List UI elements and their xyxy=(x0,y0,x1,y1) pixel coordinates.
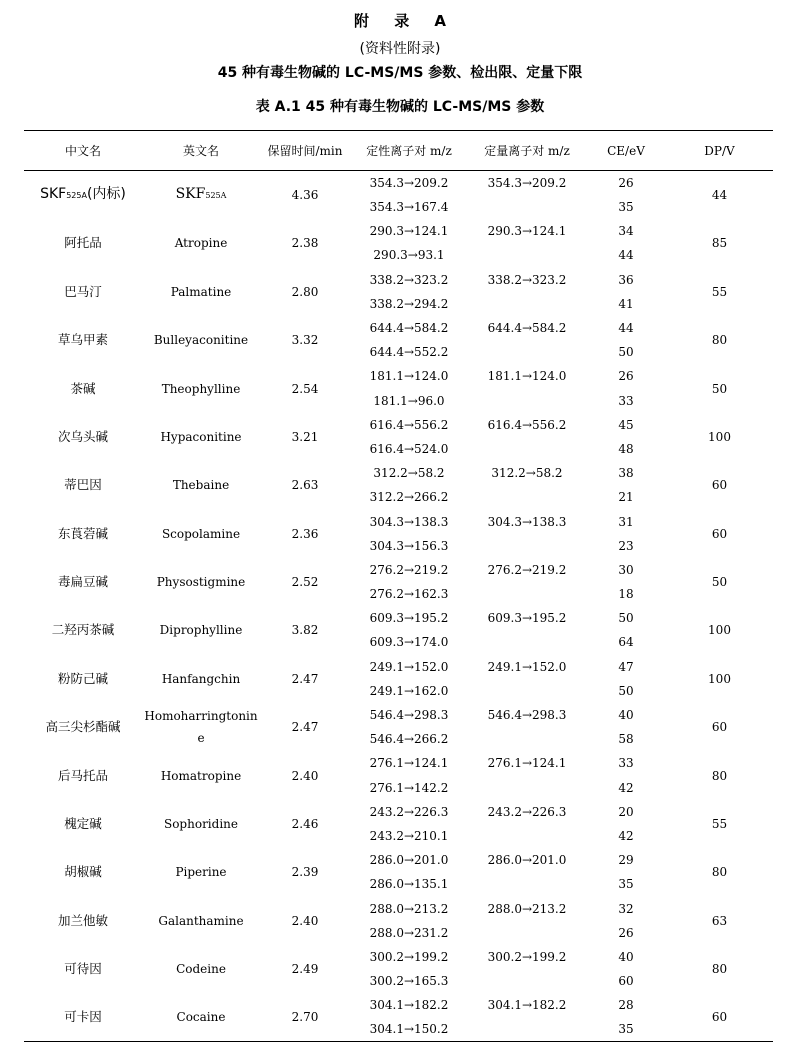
cell-quantitative-ion-empty xyxy=(468,679,586,703)
cell-qualitative-ion-2: 249.1→162.0 xyxy=(369,683,449,698)
cell-en-name: Palmatine xyxy=(170,284,232,299)
cell-retention-time: 2.63 xyxy=(291,478,319,493)
cell-ce-2: 50 xyxy=(618,345,634,360)
cell-ce-1: 34 xyxy=(618,224,634,239)
col-header-retention-time: 保留时间/min xyxy=(267,144,343,158)
cell-qualitative-ion-2: 300.2→165.3 xyxy=(369,974,449,989)
cell-quantitative-ion: 609.3→195.2 xyxy=(487,611,567,626)
cell-qualitative-ion-2: 546.4→266.2 xyxy=(369,732,449,747)
cell-en-name: Theophylline xyxy=(161,381,241,396)
table-row xyxy=(24,268,773,292)
cell-ce-1: 40 xyxy=(618,949,634,964)
cell-dp: 55 xyxy=(711,816,728,831)
col-header-cn-name: 中文名 xyxy=(64,144,101,158)
cell-qualitative-ion-2: 616.4→524.0 xyxy=(369,441,449,456)
cell-quantitative-ion: 338.2→323.2 xyxy=(487,272,567,287)
cell-en-name: Galanthamine xyxy=(158,913,244,928)
cell-ce-2: 42 xyxy=(618,780,634,795)
cell-dp: 60 xyxy=(711,526,728,541)
col-header-en-name: 英文名 xyxy=(182,144,219,158)
table-row xyxy=(24,945,773,969)
cell-ce-2: 18 xyxy=(618,587,634,602)
cell-cn-name: 可待因 xyxy=(64,961,102,976)
cell-qualitative-ion-1: 290.3→124.1 xyxy=(369,224,449,239)
cell-en-name: Homoharringtonine xyxy=(144,709,258,746)
table-row xyxy=(24,703,773,727)
cell-qualitative-ion-1: 286.0→201.0 xyxy=(369,853,449,868)
table-caption: 表 A.1 45 种有毒生物碱的 LC-MS/MS 参数 xyxy=(255,99,545,115)
cell-cn-name: 粉防己碱 xyxy=(57,670,108,686)
cell-ce-1: 45 xyxy=(618,417,634,432)
cell-retention-time: 3.82 xyxy=(291,623,319,638)
cell-ce-2: 60 xyxy=(618,974,634,989)
cell-qualitative-ion-1: 181.1→124.0 xyxy=(369,369,449,384)
cell-cn-name: 阿托品 xyxy=(64,235,102,251)
cell-quantitative-ion: 354.3→209.2 xyxy=(487,176,567,190)
cell-qualitative-ion-1: 304.3→138.3 xyxy=(369,514,449,529)
cell-qualitative-ion-2: 644.4→552.2 xyxy=(369,345,449,360)
cell-qualitative-ion-1: 546.4→298.3 xyxy=(369,708,449,723)
cell-en-name xyxy=(142,171,260,220)
cell-dp: 85 xyxy=(711,236,728,251)
cell-qualitative-ion-2: 338.2→294.2 xyxy=(369,296,449,311)
cell-dp: 60 xyxy=(711,720,728,735)
cell-ce-2: 35 xyxy=(618,200,634,215)
table-row xyxy=(24,413,773,437)
col-header-quantitative-ion: 定量离子对 m/z xyxy=(484,144,570,158)
cell-cn-name: 高三尖杉酯碱 xyxy=(45,719,121,735)
table-row xyxy=(24,848,773,872)
cell-qualitative-ion-1: 276.1→124.1 xyxy=(369,756,449,771)
cell-qualitative-ion-2: 181.1→96.0 xyxy=(373,393,445,408)
cell-qualitative-ion-2: 286.0→135.1 xyxy=(369,877,449,892)
cell-quantitative-ion-empty xyxy=(468,630,586,654)
cell-ce-1: 20 xyxy=(618,804,634,819)
cell-dp: 100 xyxy=(708,671,731,686)
cell-cn-name: 后马托品 xyxy=(57,767,108,783)
cell-qualitative-ion-2: 288.0→231.2 xyxy=(369,925,449,940)
cell-cn-name: 加兰他敏 xyxy=(57,912,108,928)
cell-qualitative-ion-1: 300.2→199.2 xyxy=(369,949,449,964)
cell-qualitative-ion-2: 609.3→174.0 xyxy=(369,635,449,650)
cell-cn-name: 巴马汀 xyxy=(64,283,102,299)
table-row xyxy=(24,800,773,824)
cell-ce-2: 23 xyxy=(618,538,634,553)
cell-retention-time: 2.49 xyxy=(291,962,319,976)
cell-dp: 60 xyxy=(711,478,728,493)
cell-ce-1: 36 xyxy=(618,272,634,287)
cell-quantitative-ion: 249.1→152.0 xyxy=(487,659,567,674)
cell-ce-2: 35 xyxy=(618,1022,634,1037)
table-header-row xyxy=(24,131,773,171)
cell-quantitative-ion-empty xyxy=(468,824,586,848)
cell-ce-1: 26 xyxy=(618,176,634,190)
cell-en-name: Sophoridine xyxy=(163,816,238,831)
cell-en-name: Homatropine xyxy=(160,768,242,783)
cell-en-name: Cocaine xyxy=(176,1010,226,1025)
cn-name-subscript: 525A xyxy=(66,191,87,201)
cell-retention-time: 2.47 xyxy=(291,671,319,686)
cell-qualitative-ion-2: 276.1→142.2 xyxy=(369,780,449,795)
cell-ce-1: 26 xyxy=(618,369,634,384)
cell-dp: 55 xyxy=(711,284,728,299)
cell-ce-1: 28 xyxy=(618,998,634,1013)
cell-quantitative-ion: 286.0→201.0 xyxy=(487,853,567,868)
cell-ce-1: 47 xyxy=(618,659,634,674)
cell-retention-time: 2.38 xyxy=(291,236,319,251)
cell-qualitative-ion-1: 243.2→226.3 xyxy=(369,804,449,819)
cell-dp: 100 xyxy=(708,429,731,444)
cell-cn-name xyxy=(24,171,142,220)
cell-quantitative-ion: 304.3→138.3 xyxy=(487,514,567,529)
cell-qualitative-ion-1: 249.1→152.0 xyxy=(369,659,449,674)
cell-quantitative-ion-empty xyxy=(468,1017,586,1042)
cell-retention-time: 2.39 xyxy=(291,865,319,880)
cell-qualitative-ion-2: 304.3→156.3 xyxy=(369,538,449,553)
cell-retention-time: 4.36 xyxy=(291,188,319,203)
cell-ce-2: 50 xyxy=(618,683,634,698)
cell-quantitative-ion-empty xyxy=(468,534,586,558)
cell-retention-time: 2.40 xyxy=(291,913,319,928)
cell-quantitative-ion: 243.2→226.3 xyxy=(487,804,567,819)
cell-qualitative-ion-1: 644.4→584.2 xyxy=(369,321,449,336)
cell-ce-2: 44 xyxy=(618,248,634,263)
cell-en-name: Physostigmine xyxy=(156,575,246,589)
cell-cn-name: 蒂巴因 xyxy=(64,477,102,493)
cell-quantitative-ion: 181.1→124.0 xyxy=(487,369,567,384)
cell-retention-time: 2.70 xyxy=(291,1010,319,1025)
table-row xyxy=(24,655,773,679)
cell-en-name: Atropine xyxy=(174,236,228,251)
cell-quantitative-ion-empty xyxy=(468,243,586,267)
cell-qualitative-ion-1: 288.0→213.2 xyxy=(369,901,449,916)
cell-qualitative-ion-1: 354.3→209.2 xyxy=(369,176,449,190)
cell-ce-2: 33 xyxy=(618,393,634,408)
cell-dp: 100 xyxy=(708,623,731,638)
col-header-dp: DP/V xyxy=(704,143,735,158)
cell-quantitative-ion-empty xyxy=(468,389,586,413)
cell-dp: 44 xyxy=(711,188,728,203)
table-row xyxy=(24,558,773,582)
cell-ce-1: 29 xyxy=(618,853,634,868)
table-row xyxy=(24,509,773,533)
table-row xyxy=(24,364,773,388)
cell-en-name: Thebaine xyxy=(172,478,230,493)
cell-quantitative-ion: 616.4→556.2 xyxy=(487,417,567,432)
cell-dp: 80 xyxy=(711,865,728,880)
en-name-subscript: 525A xyxy=(205,191,227,201)
cell-quantitative-ion: 312.2→58.2 xyxy=(491,466,563,481)
cell-retention-time: 2.46 xyxy=(291,816,319,831)
cell-retention-time: 2.47 xyxy=(291,720,319,735)
cell-en-name: Codeine xyxy=(176,962,226,976)
table-row xyxy=(24,993,773,1017)
cell-cn-name: 胡椒碱 xyxy=(64,864,102,880)
cell-en-name: Scopolamine xyxy=(161,526,241,541)
cell-qualitative-ion-1: 616.4→556.2 xyxy=(369,417,449,432)
appendix-label: 附 录 A xyxy=(353,12,457,30)
cell-qualitative-ion-2: 354.3→167.4 xyxy=(369,200,449,215)
cell-quantitative-ion-empty xyxy=(468,582,586,606)
cell-ce-1: 40 xyxy=(618,708,634,723)
table-row xyxy=(24,751,773,775)
cell-quantitative-ion-empty xyxy=(468,921,586,945)
cell-ce-2: 21 xyxy=(618,490,634,505)
cell-qualitative-ion-2: 243.2→210.1 xyxy=(369,828,449,843)
cell-ce-1: 31 xyxy=(618,514,634,529)
cell-qualitative-ion-2: 304.1→150.2 xyxy=(369,1022,449,1037)
cell-qualitative-ion-2: 312.2→266.2 xyxy=(369,490,449,505)
page-title: 45 种有毒生物碱的 LC-MS/MS 参数、检出限、定量下限 xyxy=(217,65,583,81)
cell-retention-time: 2.40 xyxy=(291,768,319,783)
cell-dp: 50 xyxy=(711,381,728,396)
cell-qualitative-ion-1: 304.1→182.2 xyxy=(369,998,449,1013)
parameter-table xyxy=(24,130,773,1042)
cell-ce-1: 50 xyxy=(618,611,634,626)
cell-dp: 60 xyxy=(711,1010,728,1025)
cell-ce-2: 58 xyxy=(618,732,634,747)
cell-retention-time: 3.32 xyxy=(291,333,319,348)
cell-ce-1: 32 xyxy=(618,901,634,916)
en-name-text: SKF xyxy=(175,186,206,203)
cell-cn-name: 可卡因 xyxy=(64,1009,102,1025)
cell-retention-time: 3.21 xyxy=(291,429,319,444)
cell-quantitative-ion: 304.1→182.2 xyxy=(487,998,567,1013)
cell-ce-2: 41 xyxy=(618,296,634,311)
cell-quantitative-ion: 546.4→298.3 xyxy=(487,708,567,723)
cell-quantitative-ion-empty xyxy=(468,969,586,993)
cell-quantitative-ion: 644.4→584.2 xyxy=(487,321,567,336)
cell-quantitative-ion: 290.3→124.1 xyxy=(487,224,567,239)
cell-qualitative-ion-1: 312.2→58.2 xyxy=(373,466,445,481)
cell-quantitative-ion: 276.1→124.1 xyxy=(487,756,567,771)
cell-quantitative-ion-empty xyxy=(468,485,586,509)
table-row xyxy=(24,461,773,485)
col-header-ce: CE/eV xyxy=(607,143,645,158)
table-row xyxy=(24,896,773,920)
cell-cn-name: 东莨菪碱 xyxy=(57,525,108,541)
cell-dp: 50 xyxy=(711,575,728,589)
cell-qualitative-ion-1: 276.2→219.2 xyxy=(369,562,449,577)
cell-cn-name: 槐定碱 xyxy=(64,815,102,831)
cell-en-name: Piperine xyxy=(175,865,227,880)
cell-dp: 80 xyxy=(711,962,728,976)
cell-ce-1: 33 xyxy=(618,756,634,771)
col-header-qualitative-ion: 定性离子对 m/z xyxy=(366,144,452,158)
cn-name-text: SKF xyxy=(40,186,67,203)
cell-ce-2: 35 xyxy=(618,877,634,892)
cell-en-name: Diprophylline xyxy=(159,623,243,638)
table-row xyxy=(24,316,773,340)
cn-name-suffix: (内标) xyxy=(86,186,126,203)
table-row xyxy=(24,606,773,630)
cell-cn-name: 毒扁豆碱 xyxy=(57,574,108,589)
cell-quantitative-ion: 288.0→213.2 xyxy=(487,901,567,916)
cell-retention-time: 2.52 xyxy=(291,575,319,589)
cell-quantitative-ion: 276.2→219.2 xyxy=(487,562,567,577)
table-row xyxy=(24,219,773,243)
cell-ce-1: 44 xyxy=(618,321,634,336)
cell-ce-1: 38 xyxy=(618,466,634,481)
cell-qualitative-ion-2: 276.2→162.3 xyxy=(369,587,449,602)
cell-cn-name: 茶碱 xyxy=(70,380,96,396)
cell-ce-1: 30 xyxy=(618,562,634,577)
table-row xyxy=(24,171,773,196)
cell-retention-time: 2.54 xyxy=(291,381,319,396)
cell-retention-time: 2.80 xyxy=(291,284,319,299)
cell-quantitative-ion-empty xyxy=(468,776,586,800)
cell-quantitative-ion-empty xyxy=(468,437,586,461)
cell-quantitative-ion-empty xyxy=(468,195,586,219)
cell-en-name: Hanfangchin xyxy=(161,671,241,686)
cell-retention-time: 2.36 xyxy=(291,526,319,541)
cell-quantitative-ion-empty xyxy=(468,340,586,364)
cell-quantitative-ion-empty xyxy=(468,292,586,316)
cell-dp: 63 xyxy=(711,913,728,928)
cell-cn-name: 草乌甲素 xyxy=(57,332,108,348)
cell-dp: 80 xyxy=(711,333,728,348)
appendix-note: (资料性附录) xyxy=(359,41,441,57)
cell-ce-2: 48 xyxy=(618,441,634,456)
cell-cn-name: 次乌头碱 xyxy=(57,428,108,444)
cell-en-name: Hypaconitine xyxy=(160,429,242,444)
cell-ce-2: 42 xyxy=(618,828,634,843)
cell-quantitative-ion-empty xyxy=(468,872,586,896)
cell-cn-name: 二羟丙茶碱 xyxy=(51,622,115,638)
cell-ce-2: 26 xyxy=(618,925,634,940)
cell-qualitative-ion-1: 609.3→195.2 xyxy=(369,611,449,626)
cell-quantitative-ion: 300.2→199.2 xyxy=(487,949,567,964)
cell-dp: 80 xyxy=(711,768,728,783)
cell-quantitative-ion-empty xyxy=(468,727,586,751)
cell-qualitative-ion-2: 290.3→93.1 xyxy=(373,248,445,263)
cell-ce-2: 64 xyxy=(618,635,634,650)
cell-qualitative-ion-1: 338.2→323.2 xyxy=(369,272,449,287)
cell-en-name: Bulleyaconitine xyxy=(153,333,249,348)
